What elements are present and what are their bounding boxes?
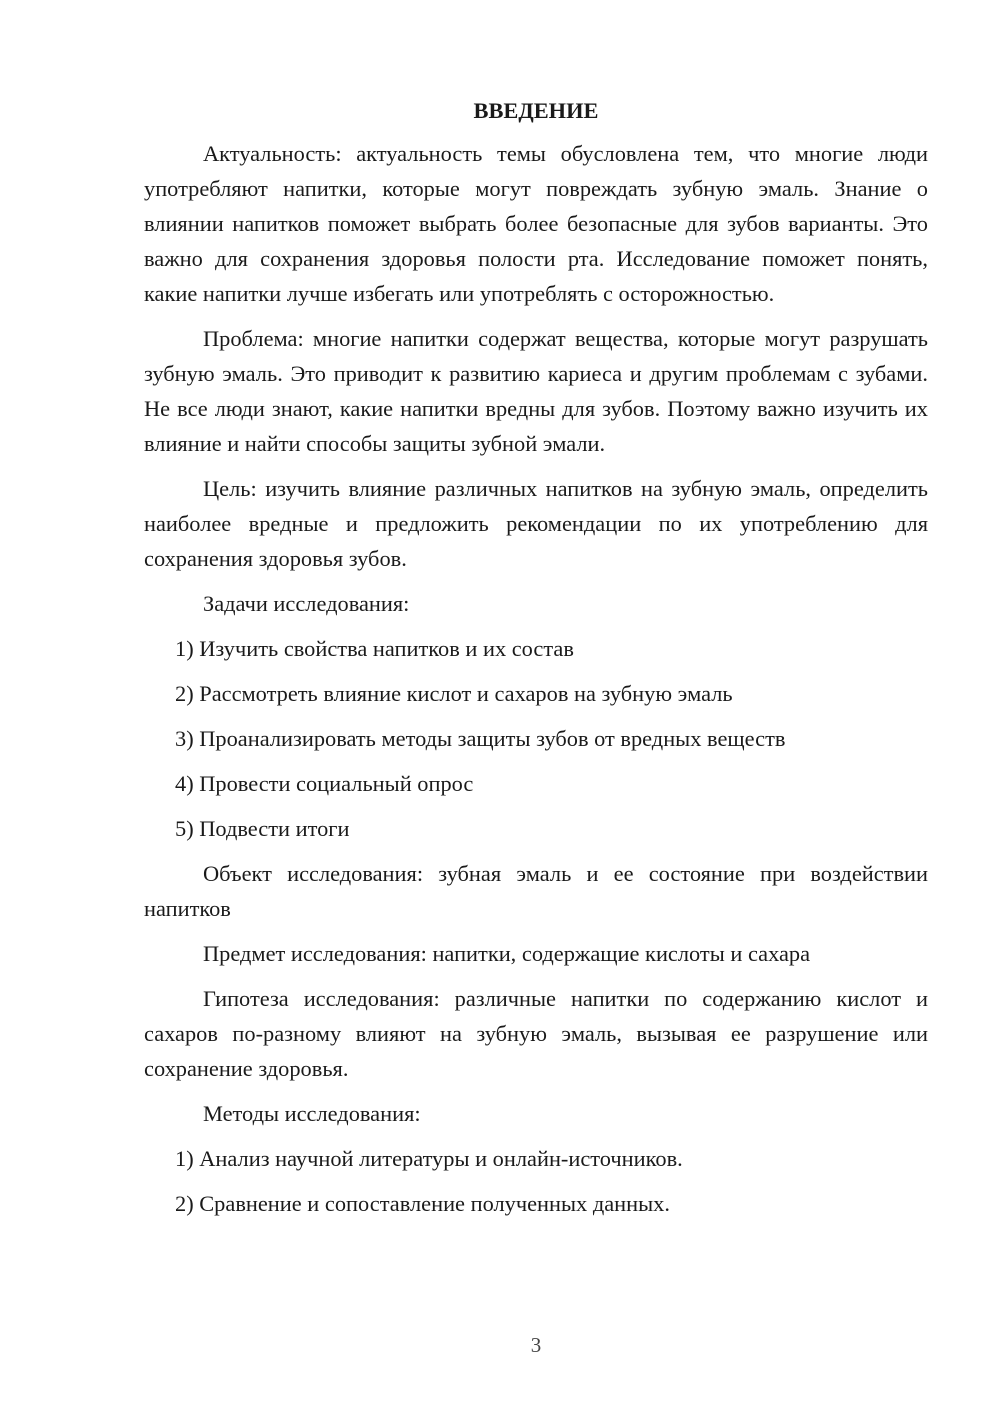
relevance-paragraph: Актуальность: актуальность темы обусловлена тем, что многие люди употребляют напитки, которые могут повреждать зубную эмаль. Знание о влиянии напитков поможет выбрать более безопасные для зубов варианты. Это важно для сохранения здоровья полости рта. Исследование поможет понять, какие напитки лучше избегать или употреблять с осторожностью. bbox=[144, 141, 928, 306]
tasks-heading: Задачи исследования: bbox=[203, 591, 410, 616]
task-item: 4) Провести социальный опрос bbox=[175, 771, 474, 796]
object-paragraph: Объект исследования: зубная эмаль и ее состояние при воздействии напитков bbox=[144, 861, 928, 921]
problem-paragraph: Проблема: многие напитки содержат вещества, которые могут разрушать зубную эмаль. Это приводит к развитию кариеса и другим проблемам с зубами. Не все люди знают, какие напитки вредны для зубов. Поэтому важно изучить их влияние и найти способы защиты зубной эмали. bbox=[144, 326, 928, 456]
task-item: 3) Проанализировать методы защиты зубов от вредных веществ bbox=[175, 726, 786, 751]
task-item: 1) Изучить свойства напитков и их состав bbox=[175, 636, 574, 661]
task-item: 5) Подвести итоги bbox=[175, 816, 350, 841]
page-number: 3 bbox=[530, 1333, 542, 1357]
section-title: ВВЕДЕНИЕ bbox=[473, 98, 599, 123]
goal-paragraph: Цель: изучить влияние различных напитков на зубную эмаль, определить наиболее вредные и предложить рекомендации по их употреблению для сохранения здоровья зубов. bbox=[144, 476, 928, 571]
task-item: 2) Рассмотреть влияние кислот и сахаров на зубную эмаль bbox=[175, 681, 733, 706]
document-page bbox=[144, 96, 928, 1231]
method-item: 2) Сравнение и сопоставление полученных данных. bbox=[175, 1191, 670, 1216]
methods-heading: Методы исследования: bbox=[203, 1101, 421, 1126]
method-item: 1) Анализ научной литературы и онлайн-источников. bbox=[175, 1146, 683, 1171]
subject-paragraph: Предмет исследования: напитки, содержащие кислоты и сахара bbox=[203, 941, 811, 966]
hypothesis-paragraph: Гипотеза исследования: различные напитки по содержанию кислот и сахаров по-разному влияют на зубную эмаль, вызывая ее разрушение или сохранение здоровья. bbox=[144, 986, 928, 1081]
